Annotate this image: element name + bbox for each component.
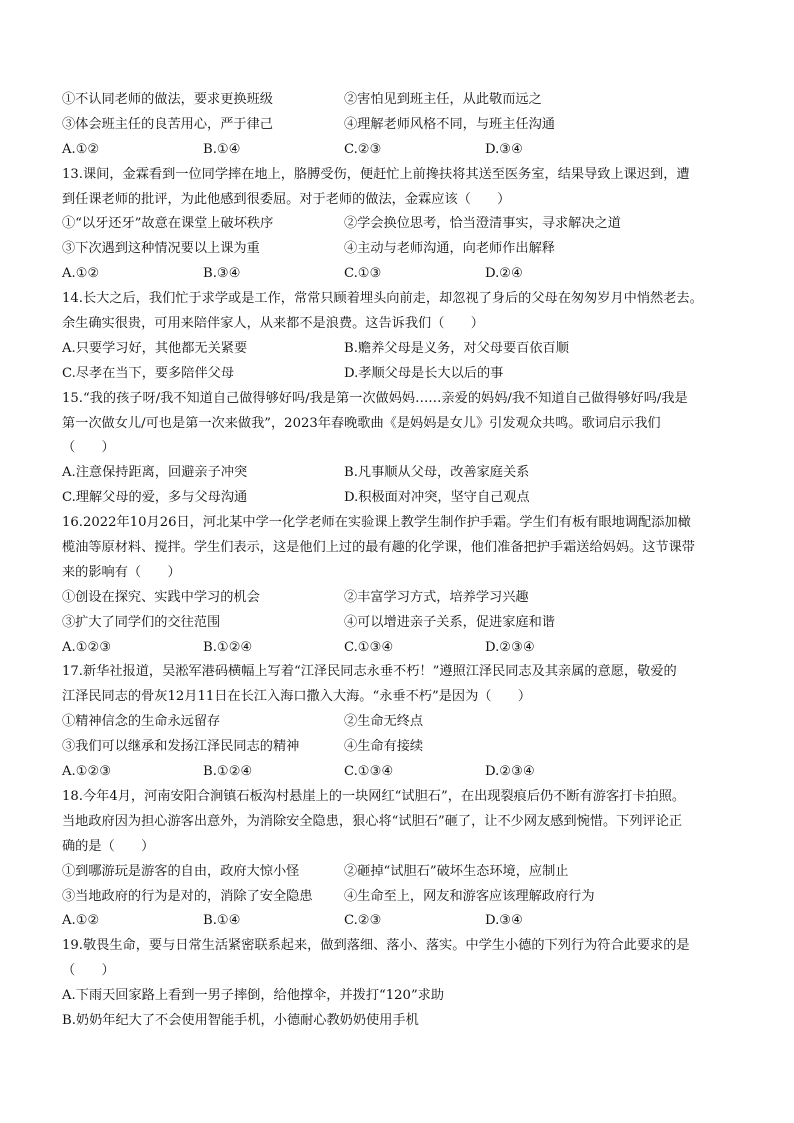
choice-b: B.①④ (203, 141, 241, 157)
choice-a: A.①②③ (62, 639, 112, 655)
choice-b: B.①②④ (203, 764, 253, 780)
option-row (62, 237, 742, 262)
choice-c: C.理解父母的爱，多与父母沟通 (62, 490, 248, 506)
choice-a: A.下雨天回家路上看到一男子摔倒，给他撑伞，并拨打“120”求助 (62, 988, 445, 1004)
choice-d: D.②③④ (485, 764, 535, 780)
statement-3: ③当地政府的行为是对的，消除了安全隐患 (62, 888, 313, 904)
choice-c: C.②③ (344, 913, 382, 929)
choice-b: B.①④ (203, 913, 241, 929)
statement-3: ③下次遇到这种情况要以上课为重 (62, 241, 260, 257)
option-row (62, 586, 742, 611)
option-row (62, 735, 742, 760)
statement-1: ①创设在探究、实践中学习的机会 (62, 589, 260, 605)
option-row (62, 710, 742, 735)
statement-2: ②丰富学习方式，培养学习兴趣 (344, 589, 529, 605)
choice-d: D.③④ (485, 141, 523, 157)
option-row (62, 611, 742, 636)
choice-d: D.③④ (485, 913, 523, 929)
question-17-stem: 江泽民同志的骨灰12月11日在长江入海口撒入大海。“永垂不朽”是因为（ ） (62, 689, 532, 705)
answer-choices (62, 636, 742, 661)
question-13-stem: 到任课老师的批评，为此他感到很委屈。对于老师的做法，金霖应该（ ） (62, 191, 511, 207)
option-row (62, 88, 742, 113)
choice-d: D.②③④ (485, 639, 535, 655)
statement-3: ③扩大了同学们的交往范围 (62, 614, 221, 630)
statement-1: ①精神信念的生命永远留存 (62, 714, 221, 730)
choice-c: C.①③④ (344, 639, 394, 655)
choice-d: D.积极面对冲突，坚守自己观点 (344, 490, 530, 506)
question-18-stem: 确的是（ ） (62, 838, 155, 854)
statement-4: ④理解老师风格不同，与班主任沟通 (344, 116, 555, 132)
choice-b: B.赡养父母是义务，对父母要百依百顺 (344, 340, 569, 356)
question-19-stem: 19.敬畏生命，要与日常生活紧密联系起来，做到落细、落小、落实。中学生小德的下列行为符合此要求的是 (62, 938, 690, 954)
answer-choices (62, 486, 742, 511)
question-19-stem: （ ） (62, 963, 115, 979)
question-15-stem: 15.“我的孩子呀/我不知道自己做得够好吗/我是第一次做妈妈……亲爱的妈妈/我不知道自己做得够好吗/我是 (62, 390, 688, 406)
question-14-stem: 余生确实很贵，可用来陪伴家人，从来都不是浪费。这告诉我们（ ） (62, 316, 484, 332)
statement-2: ②学会换位思考，恰当澄清事实，寻求解决之道 (344, 216, 621, 232)
answer-choices (62, 337, 742, 362)
choice-c: C.②③ (344, 141, 382, 157)
question-16-stem: 16.2022年10月26日，河北某中学一化学老师在实验课上教学生制作护手霜。学生们有板有眼地调配添加橄 (62, 515, 691, 531)
choice-c: C.①③ (344, 266, 382, 282)
choice-a: A.①② (62, 141, 100, 157)
statement-4: ④生命有接续 (344, 739, 424, 755)
option-row (62, 113, 742, 138)
statement-2: ②害怕见到班主任，从此敬而远之 (344, 92, 542, 107)
choice-b: B.奶奶年纪大了不会使用智能手机，小德耐心教奶奶使用手机 (62, 1012, 419, 1028)
choice-a: A.①② (62, 913, 100, 929)
question-18-stem: 当地政府因为担心游客出意外，为消除安全隐患，狠心将“试胆石”砸了，让不少网友感到惋惜。下列评论正 (62, 813, 683, 829)
choice-a: A.只要学习好，其他都无关紧要 (62, 340, 248, 356)
answer-choices (62, 262, 742, 287)
choice-c: C.①③④ (344, 764, 394, 780)
question-17-stem: 17.新华社报道，吴淞军港码横幅上写着“江泽民同志永垂不朽！”遵照江泽民同志及其亲属的意愿，敬爱的 (62, 664, 677, 680)
statement-1: ①“以牙还牙”故意在课堂上破坏秩序 (62, 216, 274, 232)
answer-choices (62, 362, 742, 387)
option-row (62, 860, 742, 885)
question-15-stem: 第一次做女儿/可也是第一次来做我”，2023年春晚歌曲《是妈妈是女儿》引发观众共鸣。歌词启示我们 (62, 415, 661, 431)
choice-d: D.孝顺父母是长大以后的事 (344, 365, 504, 381)
question-18-stem: 18.今年4月，河南安阳合涧镇石板沟村悬崖上的一块网红“试胆石”，在出现裂痕后仍不断有游客打卡拍照。 (62, 788, 686, 804)
answer-choices (62, 760, 742, 785)
answer-choices (62, 461, 742, 486)
choice-b: B.③④ (203, 266, 241, 282)
question-16-stem: 来的影响有（ ） (62, 564, 181, 580)
choice-d: D.②④ (485, 266, 523, 282)
answer-choices (62, 138, 742, 163)
exam-page (62, 88, 742, 1034)
option-row (62, 885, 742, 910)
question-15-stem: （ ） (62, 440, 115, 456)
option-row (62, 212, 742, 237)
choice-a: A.注意保持距离，回避亲子冲突 (62, 465, 248, 481)
question-13-stem: 13.课间，金霖看到一位同学摔在地上，胳膊受伤，便赶忙上前搀扶将其送至医务室，结果导致上课迟到，遭 (62, 166, 690, 182)
statement-4: ④主动与老师沟通，向老师作出解释 (344, 241, 555, 257)
statement-4: ④生命至上，网友和游客应该理解政府行为 (344, 888, 595, 904)
statement-2: ②生命无终点 (344, 714, 424, 730)
choice-a: A.①②③ (62, 764, 112, 780)
choice-a: A.①② (62, 266, 100, 282)
question-14-stem: 14.长大之后，我们忙于求学或是工作，常常只顾着埋头向前走，却忽视了身后的父母在匆匆岁月中悄然老去。 (62, 291, 703, 307)
statement-3: ③体会班主任的良苦用心，严于律己 (62, 116, 273, 132)
answer-choices (62, 909, 742, 934)
statement-3: ③我们可以继承和发扬江泽民同志的精神 (62, 739, 300, 755)
question-16-stem: 榄油等原材料、搅拌。学生们表示，这是他们上过的最有趣的化学课，他们准备把护手霜送给妈妈。这节课带 (62, 540, 695, 556)
choice-b: B.凡事顺从父母，改善家庭关系 (344, 465, 530, 481)
statement-2: ②砸掉“试胆石”破坏生态环境，应制止 (344, 863, 569, 879)
statement-1: ①不认同老师的做法，要求更换班级 (62, 92, 273, 107)
statement-4: ④可以增进亲子关系，促进家庭和谐 (344, 614, 555, 630)
choice-b: B.①②④ (203, 639, 253, 655)
statement-1: ①到哪游玩是游客的自由，政府大惊小怪 (62, 863, 300, 879)
choice-c: C.尽孝在当下，要多陪伴父母 (62, 365, 235, 381)
